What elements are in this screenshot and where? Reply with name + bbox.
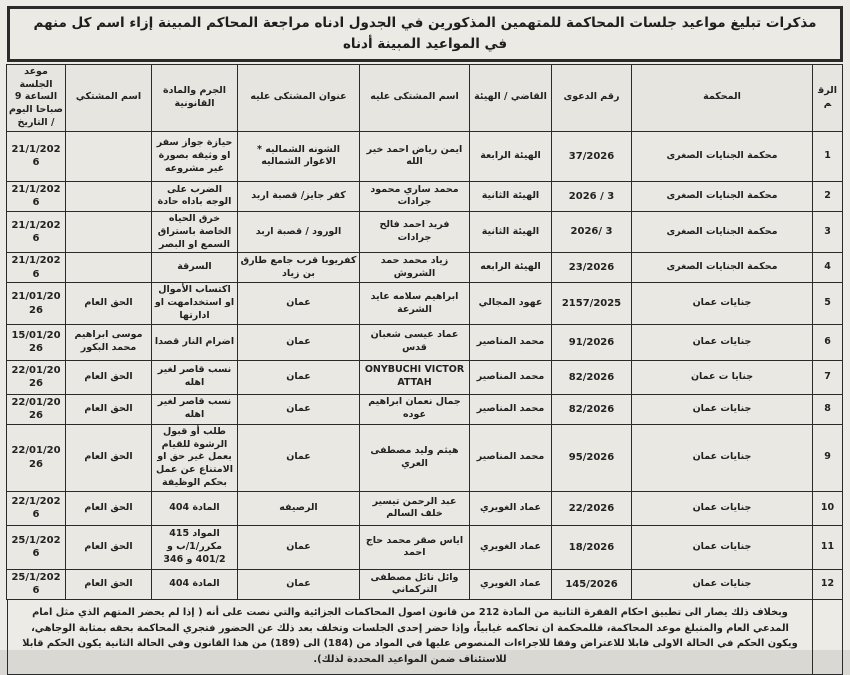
cell-court: جنايات عمان [632, 491, 813, 525]
cell-defendant: ايمن رياض احمد خير الله [360, 131, 470, 181]
cell-num: 1 [813, 131, 843, 181]
cell-address: كفر جايز/ قصبة اربد [238, 181, 360, 211]
cell-judge: محمد المناصير [470, 424, 552, 491]
cell-defendant: ابراهيم سلامه عايد الشرعة [360, 283, 470, 324]
cell-complainant: موسى ابراهيم محمد البكور [66, 324, 152, 360]
cell-complainant [66, 131, 152, 181]
cell-offense: حيازة جواز سفر او وثيقه بصورة غير مشروعه [152, 131, 238, 181]
cell-defendant: فريد احمد فالح جرادات [360, 211, 470, 252]
cell-address: عمان [238, 324, 360, 360]
cell-address: الرصيفه [238, 491, 360, 525]
cell-num: 12 [813, 569, 843, 599]
cell-session-date: 22/01/2026 [7, 394, 66, 424]
cell-court: جنايات عمان [632, 569, 813, 599]
cell-defendant: اياس صقر محمد حاج احمد [360, 525, 470, 569]
cell-session-date: 25/1/2026 [7, 525, 66, 569]
cell-num: 5 [813, 283, 843, 324]
cell-offense: نسب قاصر لغير اهله [152, 360, 238, 394]
cell-case-no: 82/2026 [552, 360, 632, 394]
cell-defendant: هيثم وليد مصطفى العري [360, 424, 470, 491]
cell-defendant: زياد محمد حمد الشروش [360, 253, 470, 283]
cell-offense: خرق الحياه الخاصة باستراق السمع او البصر [152, 211, 238, 252]
cell-judge: محمد المناصير [470, 324, 552, 360]
cell-judge: محمد المناصير [470, 394, 552, 424]
cell-judge: الهيئة الثانية [470, 211, 552, 252]
header-offense: الجرم والمادة القانونية [152, 64, 238, 131]
cell-case-no: 95/2026 [552, 424, 632, 491]
cell-address: عمان [238, 360, 360, 394]
cell-complainant: الحق العام [66, 569, 152, 599]
cell-court: جنايات عمان [632, 324, 813, 360]
cell-address: عمان [238, 569, 360, 599]
cell-defendant: جمال نعمان ابراهيم عوده [360, 394, 470, 424]
table-row [7, 131, 843, 181]
cell-complainant [66, 253, 152, 283]
cell-judge: الهيئة الرابعه [470, 253, 552, 283]
cell-complainant: الحق العام [66, 525, 152, 569]
cell-num: 4 [813, 253, 843, 283]
cell-judge: محمد المناصير [470, 360, 552, 394]
header-case-no: رقم الدعوى [552, 64, 632, 131]
cell-session-date: 22/01/2026 [7, 424, 66, 491]
table-row [7, 211, 843, 252]
cell-judge: الهيئة الرابعة [470, 131, 552, 181]
table-row [7, 424, 843, 491]
cell-session-date: 21/01/2026 [7, 283, 66, 324]
cell-court: محكمة الجنايات الصغرى [632, 253, 813, 283]
cell-case-no: 145/2026 [552, 569, 632, 599]
footer-note-text: وبخلاف ذلك يصار الى تطبيق احكام الفقرة الثانية من المادة 212 من قانون اصول المحاكمات الجزائية والتي نصت على أنه ( إذا لم يحضر المتهم الذي مثل امام المدعي العام والمتبلغ موعد المحاكمة، فللمحكمة ان تحاكمه غيابياً، وإذا حضر إحدى الجلسات وتخلف بعد ذلك عن الحضور فتجري المحاكمة بحقه بمثابة الوجاهي، ويكون الحكم في الحالة الاولى قابلا للاعتراض وفقا للاجراءات المنصوص عليها في المواد من (184) الى (189) من هذا القانون وفي الحالة الثانية يكون الحكم قابلا للاستئناف ضمن المواعيد المحددة لذلك). [7, 600, 812, 675]
cell-offense: طلب أو قبول الرشوة للقيام بعمل غير حق او الامتناع عن عمل بحكم الوظيفة [152, 424, 238, 491]
cell-complainant: الحق العام [66, 283, 152, 324]
cell-judge: عهود المجالي [470, 283, 552, 324]
table-row [7, 569, 843, 599]
cell-address: عمان [238, 394, 360, 424]
cell-offense: المادة 404 [152, 491, 238, 525]
footer-note-row [7, 600, 843, 675]
cell-offense: اكتساب الأموال او استخدامهت او ادارتها [152, 283, 238, 324]
cell-complainant: الحق العام [66, 491, 152, 525]
footer-spacer-cell [812, 600, 843, 675]
cell-court: محكمة الجنايات الصغرى [632, 181, 813, 211]
cell-court: جنايا ت عمان [632, 360, 813, 394]
cell-session-date: 22/01/2026 [7, 360, 66, 394]
cell-court: جنايات عمان [632, 525, 813, 569]
cell-court: محكمة الجنايات الصغرى [632, 131, 813, 181]
cell-complainant [66, 181, 152, 211]
cell-num: 2 [813, 181, 843, 211]
cell-offense: المادة 404 [152, 569, 238, 599]
header-complainant: اسم المشتكي [66, 64, 152, 131]
cell-case-no: 22/2026 [552, 491, 632, 525]
cell-offense: المواد 415 مكرر/1/ب و 401/2 و 346 [152, 525, 238, 569]
cell-address: الشونه الشماليه * الاغوار الشماليه [238, 131, 360, 181]
cell-defendant: عماد عيسى شعبان قدس [360, 324, 470, 360]
cell-address: كفريوبا قرب جامع طارق بن زياد [238, 253, 360, 283]
cell-session-date: 21/1/2026 [7, 253, 66, 283]
header-court: المحكمة [632, 64, 813, 131]
header-address: عنوان المشتكى عليه [238, 64, 360, 131]
cell-complainant [66, 211, 152, 252]
cell-offense: السرقة [152, 253, 238, 283]
cell-session-date: 25/1/2026 [7, 569, 66, 599]
cell-case-no: 2157/2025 [552, 283, 632, 324]
cell-address: عمان [238, 525, 360, 569]
cell-court: محكمة الجنايات الصغرى [632, 211, 813, 252]
cell-session-date: 21/1/2026 [7, 211, 66, 252]
table-row [7, 394, 843, 424]
cell-address: عمان [238, 283, 360, 324]
cell-session-date: 22/1/2026 [7, 491, 66, 525]
table-row [7, 283, 843, 324]
cell-complainant: الحق العام [66, 424, 152, 491]
cell-judge: عماد الغويري [470, 491, 552, 525]
cell-num: 7 [813, 360, 843, 394]
cell-num: 6 [813, 324, 843, 360]
cell-offense: الضرب على الوجه باداه حادة [152, 181, 238, 211]
cell-judge: الهيئة الثانية [470, 181, 552, 211]
cell-complainant: الحق العام [66, 394, 152, 424]
table-row [7, 360, 843, 394]
cell-complainant: الحق العام [66, 360, 152, 394]
header-num: الرقم [813, 64, 843, 131]
cell-case-no: 2026/ 3 [552, 211, 632, 252]
cell-num: 9 [813, 424, 843, 491]
cell-session-date: 15/01/2026 [7, 324, 66, 360]
cell-offense: نسب قاصر لغير اهله [152, 394, 238, 424]
cell-defendant: ONYBUCHI VICTOR ATTAH [360, 360, 470, 394]
table-row [7, 181, 843, 211]
cell-court: جنايات عمان [632, 424, 813, 491]
cell-case-no: 23/2026 [552, 253, 632, 283]
cell-defendant: عبد الرحمن تيسير خلف السالم [360, 491, 470, 525]
cell-num: 3 [813, 211, 843, 252]
header-session: موعد الجلسة الساعة 9 صباحا اليوم / التاريخ [7, 64, 66, 131]
cell-session-date: 21/1/2026 [7, 131, 66, 181]
cell-num: 10 [813, 491, 843, 525]
cell-case-no: 91/2026 [552, 324, 632, 360]
cell-session-date: 21/1/2026 [7, 181, 66, 211]
cell-address: الورود / قصبة اربد [238, 211, 360, 252]
cell-defendant: وائل نائل مصطفى التركماني [360, 569, 470, 599]
cell-case-no: 37/2026 [552, 131, 632, 181]
cell-defendant: محمد ساري محمود جرادات [360, 181, 470, 211]
cell-judge: عماد الغويري [470, 569, 552, 599]
hearings-table [6, 64, 843, 600]
cell-case-no: 18/2026 [552, 525, 632, 569]
cell-judge: عماد الغويري [470, 525, 552, 569]
cell-num: 11 [813, 525, 843, 569]
cell-court: جنايات عمان [632, 394, 813, 424]
table-row [7, 525, 843, 569]
cell-case-no: 82/2026 [552, 394, 632, 424]
cell-case-no: 2026 / 3 [552, 181, 632, 211]
cell-court: جنايات عمان [632, 283, 813, 324]
cell-num: 8 [813, 394, 843, 424]
header-row [7, 64, 843, 131]
cell-address: عمان [238, 424, 360, 491]
page-title: مذكرات تبليغ مواعيد جلسات المحاكمة للمتهمين المذكورين في الجدول ادناه مراجعة المحاكم المبينة إزاء اسم كل منهم في المواعيد المبينة أدناه [7, 6, 843, 62]
table-row [7, 324, 843, 360]
table-row [7, 491, 843, 525]
table-row [7, 253, 843, 283]
cell-offense: اضرام النار قصدا [152, 324, 238, 360]
header-defendant: اسم المشتكى عليه [360, 64, 470, 131]
header-judge: القاضي / الهيئة [470, 64, 552, 131]
